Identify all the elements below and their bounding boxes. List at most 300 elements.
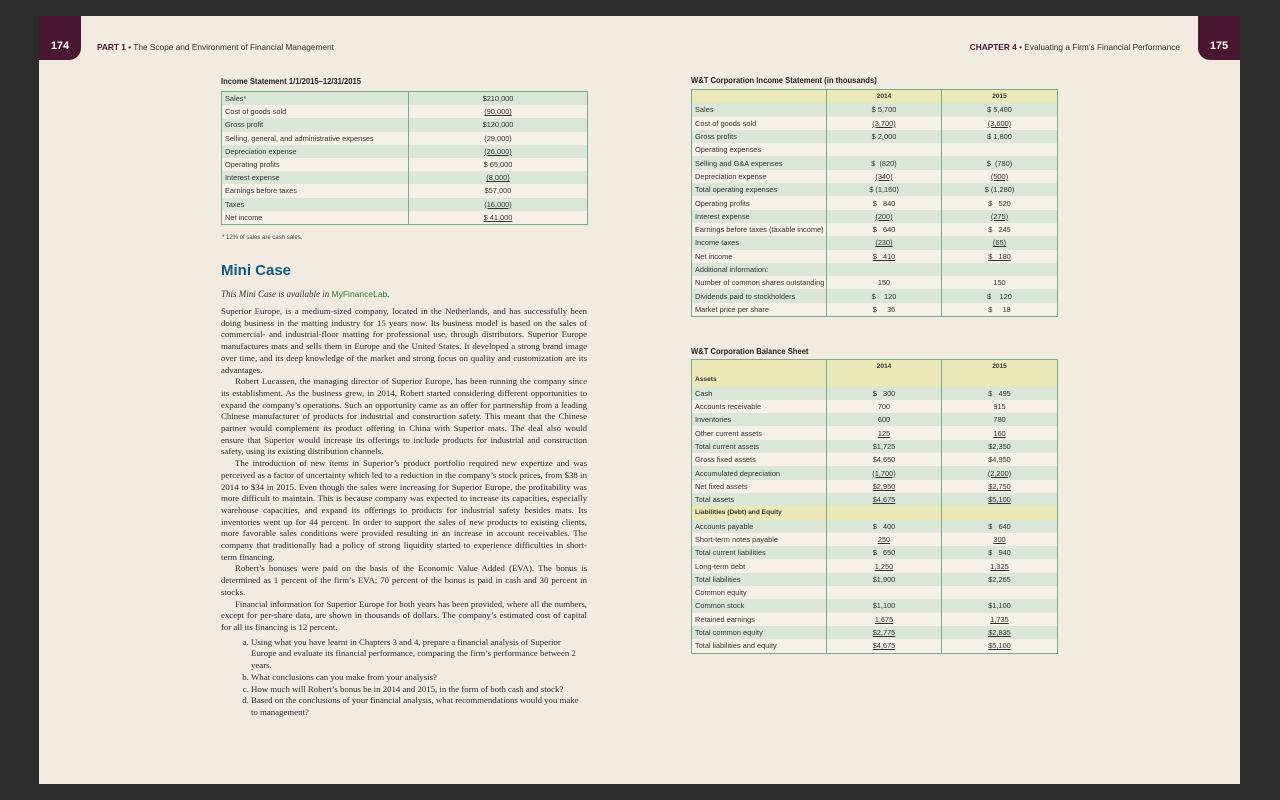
row-label bbox=[222, 211, 409, 225]
row-label-text: Accounts payable bbox=[695, 521, 754, 531]
table-row bbox=[692, 466, 1058, 479]
row-label-text: Total current liabilities bbox=[695, 548, 766, 558]
value-2014 bbox=[827, 223, 942, 236]
table-row bbox=[692, 117, 1058, 130]
table-row bbox=[692, 223, 1058, 236]
value-2015-text: $ (780) bbox=[986, 158, 1013, 168]
row-label-text: Operating profits bbox=[695, 198, 750, 208]
table-row bbox=[692, 103, 1058, 116]
value-2015 bbox=[942, 156, 1058, 169]
question-item: d. Based on the conclusions of your financial analysis, what recommendations would you make to management? bbox=[251, 695, 587, 718]
row-label-text: Dividends paid to stockholders bbox=[695, 291, 796, 301]
row-label-text: Total liabilities bbox=[695, 574, 741, 584]
row-value-text: (26,000) bbox=[484, 146, 512, 156]
column-header bbox=[942, 360, 1058, 374]
row-label bbox=[222, 158, 409, 171]
table-row bbox=[692, 250, 1058, 263]
table-row bbox=[692, 626, 1058, 639]
paragraph: Superior Europe, is a medium-sized company, located in the Netherlands, and has successfully been doing business in the matting industry for 15 years now. Its business model is based on the sales of commercial- and industrial-floor matting for professional use, through distributors. Superior Europe manufactures mats and sells them in Europe and the United States. It developed a strong brand image over time, and its deep knowledge of the market and strong focus on quality and customization are its advantages. bbox=[221, 306, 587, 375]
section-blank bbox=[942, 506, 1058, 519]
mini-case-body bbox=[221, 306, 587, 719]
table-row bbox=[692, 130, 1058, 143]
value-2014 bbox=[827, 210, 942, 223]
row-value-text: $57,000 bbox=[484, 186, 512, 196]
row-label bbox=[692, 183, 827, 196]
table-row bbox=[692, 210, 1058, 223]
table-row bbox=[692, 533, 1058, 546]
row-label bbox=[692, 196, 827, 209]
row-label bbox=[692, 573, 827, 586]
table-row bbox=[222, 92, 588, 106]
logo-my: My bbox=[331, 289, 343, 299]
value-2015 bbox=[942, 546, 1058, 559]
value-2015 bbox=[942, 387, 1058, 400]
value-2014 bbox=[827, 520, 942, 533]
table-row bbox=[692, 289, 1058, 302]
value-2015 bbox=[942, 599, 1058, 612]
row-label bbox=[692, 263, 827, 276]
value-2014 bbox=[827, 480, 942, 493]
row-label bbox=[692, 559, 827, 572]
section-label-text: Assets bbox=[695, 376, 717, 384]
value-2014 bbox=[827, 533, 942, 546]
row-label bbox=[692, 639, 827, 653]
running-head-right-text: Evaluating a Firm’s Financial Performance bbox=[1024, 42, 1180, 52]
row-label bbox=[692, 520, 827, 533]
wt-balance-title: W&T Corporation Balance Sheet bbox=[691, 346, 809, 356]
row-label-text: Depreciation expense bbox=[225, 146, 297, 156]
table-row bbox=[692, 156, 1058, 169]
row-label-text: Sales* bbox=[225, 94, 247, 104]
running-head-left: PART 1 • The Scope and Environment of Financial Management bbox=[97, 42, 334, 52]
value-2015-text: $2,835 bbox=[988, 628, 1011, 638]
table-row bbox=[692, 546, 1058, 559]
running-head-left-text: The Scope and Environment of Financial Management bbox=[133, 42, 334, 52]
row-value bbox=[409, 184, 588, 197]
row-label-text: Common equity bbox=[695, 588, 747, 598]
availability-suffix: . bbox=[387, 289, 390, 299]
value-2015 bbox=[942, 170, 1058, 183]
row-label bbox=[692, 117, 827, 130]
row-label bbox=[692, 156, 827, 169]
value-2015 bbox=[942, 183, 1058, 196]
value-2014 bbox=[827, 440, 942, 453]
row-value bbox=[409, 211, 588, 225]
row-label bbox=[692, 546, 827, 559]
value-2014-text: $ 410 bbox=[872, 251, 896, 261]
row-label bbox=[692, 626, 827, 639]
row-value-text: $ 65,000 bbox=[483, 160, 513, 170]
section-blank bbox=[827, 506, 942, 519]
row-label bbox=[222, 118, 409, 131]
value-2015-text: $ 520 bbox=[988, 198, 1011, 208]
value-2015 bbox=[942, 453, 1058, 466]
row-value-text: $ 41,000 bbox=[483, 212, 513, 222]
table-row bbox=[222, 145, 588, 158]
section-label bbox=[692, 506, 827, 519]
income-statement-table bbox=[221, 91, 588, 225]
value-2014-text: (1,700) bbox=[872, 468, 896, 478]
table-row bbox=[222, 171, 588, 184]
value-2014 bbox=[827, 413, 942, 426]
row-label-text: Short-term notes payable bbox=[695, 535, 778, 544]
value-2014-text: $ 650 bbox=[872, 548, 896, 558]
value-2014 bbox=[827, 586, 942, 599]
value-2015-text: $2,265 bbox=[988, 574, 1011, 584]
value-2014-text: 700 bbox=[877, 402, 891, 412]
row-label-text: Long-term debt bbox=[695, 561, 746, 571]
value-2015-text: (65) bbox=[992, 238, 1007, 248]
table-row bbox=[692, 440, 1058, 453]
section-blank bbox=[827, 373, 942, 386]
table-row bbox=[222, 158, 588, 171]
row-label-text: Total common equity bbox=[695, 628, 763, 638]
row-label-text: Interest expense bbox=[225, 173, 280, 183]
table-row bbox=[692, 143, 1058, 156]
logo-financelab: FinanceLab bbox=[342, 289, 388, 299]
value-2015-text: $4,950 bbox=[988, 455, 1011, 465]
table-row bbox=[692, 520, 1058, 533]
row-value bbox=[409, 132, 588, 145]
row-value-text: (90,000) bbox=[484, 107, 512, 117]
value-2015 bbox=[942, 236, 1058, 249]
table-row bbox=[692, 559, 1058, 572]
table-row bbox=[692, 453, 1058, 466]
wt-balance-table bbox=[691, 359, 1058, 654]
row-value-text: $210,000 bbox=[482, 94, 514, 104]
value-2015 bbox=[942, 466, 1058, 479]
table-row bbox=[692, 599, 1058, 612]
row-label bbox=[222, 132, 409, 145]
value-2014-text: $ 400 bbox=[872, 521, 896, 531]
value-2014 bbox=[827, 156, 942, 169]
value-2015 bbox=[942, 103, 1058, 116]
page-number-left: 174 bbox=[39, 16, 81, 60]
page-number-right: 175 bbox=[1198, 16, 1240, 60]
row-label bbox=[692, 250, 827, 263]
value-2014-text: $1,100 bbox=[872, 601, 896, 611]
row-label bbox=[222, 105, 409, 118]
value-2014-text: $ 2,000 bbox=[871, 132, 897, 142]
column-header-text: 2014 bbox=[876, 93, 892, 101]
value-2014 bbox=[827, 236, 942, 249]
value-2014-text: $ 300 bbox=[872, 388, 896, 398]
value-2015 bbox=[942, 289, 1058, 302]
section-label bbox=[692, 373, 827, 386]
row-label-text: Additional information: bbox=[695, 265, 769, 274]
row-value-text: (8,000) bbox=[486, 173, 510, 183]
value-2015-text: (275) bbox=[990, 211, 1009, 221]
value-2015 bbox=[942, 130, 1058, 143]
value-2014 bbox=[827, 493, 942, 506]
value-2015 bbox=[942, 426, 1058, 439]
value-2015-text: (3,600) bbox=[987, 118, 1012, 128]
table-row bbox=[692, 183, 1058, 196]
value-2015 bbox=[942, 586, 1058, 599]
row-label-text: Cash bbox=[695, 388, 713, 398]
value-2015-text: $ 940 bbox=[988, 548, 1011, 558]
row-label bbox=[692, 303, 827, 317]
row-value bbox=[409, 158, 588, 171]
value-2015-text: 1,325 bbox=[990, 561, 1009, 571]
row-label-text: Selling and G&A expenses bbox=[695, 158, 783, 168]
row-label bbox=[692, 493, 827, 506]
value-2014-text: $4,650 bbox=[872, 455, 896, 465]
question-item: a. Using what you have learnt in Chapters 3 and 4, prepare a financial analysis of Superior Europe and evaluate its financial performance, comparing the firm’s performance between 2 years. bbox=[251, 637, 587, 672]
value-2015-text: 300 bbox=[993, 535, 1006, 544]
value-2014-text: $2,950 bbox=[872, 481, 896, 491]
value-2014 bbox=[827, 276, 942, 289]
row-value-text: (29,000) bbox=[484, 133, 512, 143]
value-2015-text: $ 5,400 bbox=[987, 105, 1012, 115]
value-2014 bbox=[827, 599, 942, 612]
row-label bbox=[692, 130, 827, 143]
row-label bbox=[222, 198, 409, 211]
header-row bbox=[692, 90, 1058, 104]
value-2014 bbox=[827, 263, 942, 276]
row-label bbox=[692, 599, 827, 612]
value-2014-text: $ 640 bbox=[872, 225, 896, 235]
paragraph: Robert Lucassen, the managing director of Superior Europe, has been running the company since its establishment. As the business grew, in 2014, Robert started considering different opportunities to expand the company’s operations. Such an opportunity came as an offer for partnership from a leading Chinese manufacturer of products for industrial and construction safety. This meant that the Chinese partner would complement its product offering in China with Superior mats. The deal also would ensure that Superior would increase its offerings to include products for industrial and construction safety, using its existing distribution channels. bbox=[221, 376, 587, 457]
question-item: c. How much will Robert’s bonus be in 2014 and 2015, in the form of both cash and stock? bbox=[251, 684, 587, 696]
row-label-text: Total assets bbox=[695, 495, 735, 505]
row-label-text: Number of common shares outstanding bbox=[695, 278, 825, 288]
row-label-text: Retained earnings bbox=[695, 614, 755, 624]
value-2015-text: $1,100 bbox=[988, 601, 1011, 611]
value-2014 bbox=[827, 613, 942, 626]
header-blank bbox=[692, 90, 827, 104]
value-2015 bbox=[942, 263, 1058, 276]
row-value bbox=[409, 105, 588, 118]
section-row bbox=[692, 506, 1058, 519]
row-label bbox=[222, 171, 409, 184]
book-spread bbox=[39, 16, 1240, 784]
row-label bbox=[692, 533, 827, 546]
row-label bbox=[692, 413, 827, 426]
value-2015-text: $ 1,800 bbox=[987, 132, 1012, 142]
value-2014 bbox=[827, 453, 942, 466]
column-header-text: 2014 bbox=[876, 363, 892, 371]
row-label bbox=[222, 92, 409, 106]
row-label-text: Gross fixed assets bbox=[695, 455, 756, 465]
value-2015-text: 150 bbox=[993, 278, 1006, 288]
row-label bbox=[692, 586, 827, 599]
row-label bbox=[222, 184, 409, 197]
table-row bbox=[222, 184, 588, 197]
table-row bbox=[692, 639, 1058, 653]
value-2014-text: $ 120 bbox=[871, 291, 897, 301]
value-2014-text: 150 bbox=[877, 278, 891, 288]
value-2015-text: 915 bbox=[993, 402, 1006, 412]
row-label-text: Net income bbox=[225, 212, 263, 222]
row-label-text: Selling, general, and administrative expenses bbox=[225, 133, 374, 143]
value-2014-text: 250 bbox=[877, 535, 891, 544]
row-label-text: Earnings before taxes bbox=[225, 186, 297, 196]
table-row bbox=[692, 613, 1058, 626]
value-2014 bbox=[827, 183, 942, 196]
row-label bbox=[692, 170, 827, 183]
value-2014-text: 125 bbox=[877, 428, 891, 438]
value-2014-text: (200) bbox=[875, 211, 893, 221]
value-2014-text: 600 bbox=[877, 415, 891, 425]
value-2015-text: 160 bbox=[993, 428, 1006, 438]
wt-income-table bbox=[691, 89, 1058, 317]
paragraph: The introduction of new items in Superior’s product portfolio required new expertize and was perceived as a factor of uncertainty which led to a reduction in the company’s stock prices, from $38 in 2014 to $34 in 2015. Even though the sales were increasing for Superior Europe, the profitability was more difficult to maintain. This is because company was expected to increase its capacities, especially warehouse capacities, and expand its offerings to products for industrial safety besides mats. Its inventories went up for 44 percent. In order to support the sales of new products to existing clients, more favorable sales conditions were provided resulting in an increase in account receivables. The company that traditionally had a policy of strong liquidity started to experience difficulties in short-term financing. bbox=[221, 458, 587, 562]
value-2015-text: $5,100 bbox=[988, 495, 1011, 505]
value-2014 bbox=[827, 426, 942, 439]
value-2015 bbox=[942, 559, 1058, 572]
value-2015-text: $ 495 bbox=[988, 388, 1011, 398]
value-2015-text: (500) bbox=[990, 171, 1009, 181]
column-header bbox=[942, 90, 1058, 104]
column-header bbox=[827, 90, 942, 104]
value-2015 bbox=[942, 440, 1058, 453]
row-label bbox=[692, 426, 827, 439]
row-label-text: Depreciation expense bbox=[695, 171, 767, 181]
value-2014 bbox=[827, 559, 942, 572]
value-2015-text: $ (1,280) bbox=[984, 185, 1015, 195]
value-2014-text: $ 36 bbox=[872, 304, 896, 314]
running-head-right: CHAPTER 4 • Evaluating a Firm’s Financial Performance bbox=[969, 42, 1180, 52]
table-row bbox=[222, 132, 588, 145]
row-value bbox=[409, 92, 588, 106]
row-label bbox=[692, 613, 827, 626]
table-row bbox=[692, 387, 1058, 400]
column-header-text: 2015 bbox=[992, 93, 1007, 101]
value-2015-text: $ 640 bbox=[988, 521, 1011, 531]
value-2014 bbox=[827, 250, 942, 263]
table-row bbox=[692, 480, 1058, 493]
table-row bbox=[692, 493, 1058, 506]
value-2014-text: $4,675 bbox=[872, 641, 896, 651]
row-value bbox=[409, 171, 588, 184]
value-2014 bbox=[827, 573, 942, 586]
row-label bbox=[692, 103, 827, 116]
row-label-text: Total liabilities and equity bbox=[695, 641, 777, 651]
value-2015-text: $2,350 bbox=[988, 441, 1011, 451]
value-2014-text: $ 5,700 bbox=[871, 105, 897, 115]
value-2014 bbox=[827, 546, 942, 559]
table-row bbox=[692, 413, 1058, 426]
table-row bbox=[222, 198, 588, 211]
paragraph: Robert’s bonuses were paid on the basis of the Economic Value Added (EVA). The bonus is determined as 1 percent of the firm’s EVA; 70 percent of the bonus is paid in cash and 30 percent in stocks. bbox=[221, 563, 587, 597]
running-head-part: PART 1 bbox=[97, 42, 126, 52]
row-label-text: Cost of goods sold bbox=[225, 107, 287, 117]
table-row bbox=[692, 170, 1058, 183]
row-label bbox=[692, 440, 827, 453]
value-2014 bbox=[827, 387, 942, 400]
row-label-text: Market price per share bbox=[695, 304, 769, 314]
row-label-text: Cost of goods sold bbox=[695, 118, 757, 128]
value-2015 bbox=[942, 117, 1058, 130]
row-label-text: Operating expenses bbox=[695, 145, 762, 155]
paragraph: Financial information for Superior Europe for both years has been provided, where all the numbers, except for per-share data, are shown in thousands of dollars. The company’s estimated cost of capital for all its financing is 12 percent. bbox=[221, 598, 587, 632]
row-label-text: Net fixed assets bbox=[695, 481, 748, 491]
value-2015-text: $5,100 bbox=[988, 641, 1011, 651]
value-2015 bbox=[942, 223, 1058, 236]
row-label-text: Sales bbox=[695, 105, 714, 115]
value-2015 bbox=[942, 480, 1058, 493]
row-label-text: Operating profits bbox=[225, 160, 280, 170]
value-2014-text: $ 840 bbox=[872, 198, 896, 208]
row-label-text: Gross profit bbox=[225, 120, 264, 130]
value-2014-text: $2,775 bbox=[872, 628, 896, 638]
column-header-text: 2015 bbox=[992, 363, 1007, 371]
row-label bbox=[692, 223, 827, 236]
value-2014 bbox=[827, 626, 942, 639]
table-row bbox=[692, 276, 1058, 289]
value-2015-text: 780 bbox=[993, 415, 1006, 425]
value-2014-text: $4,675 bbox=[872, 495, 896, 505]
value-2014-text: $1,900 bbox=[872, 574, 896, 584]
row-label bbox=[692, 289, 827, 302]
section-label-text: Liabilities (Debt) and Equity bbox=[695, 509, 782, 517]
value-2014 bbox=[827, 400, 942, 413]
row-label-text: Income taxes bbox=[695, 238, 739, 248]
row-label-text: Earnings before taxes (taxable income) bbox=[695, 225, 824, 235]
row-label bbox=[692, 210, 827, 223]
running-head-chapter: CHAPTER 4 bbox=[969, 42, 1017, 52]
value-2015 bbox=[942, 493, 1058, 506]
section-blank bbox=[942, 373, 1058, 386]
value-2014 bbox=[827, 289, 942, 302]
row-label bbox=[692, 236, 827, 249]
value-2014-text: (3,700) bbox=[872, 118, 896, 128]
value-2014-text: 1,250 bbox=[874, 561, 894, 571]
table-row bbox=[692, 303, 1058, 317]
value-2015 bbox=[942, 400, 1058, 413]
value-2014 bbox=[827, 303, 942, 317]
value-2015-text: $ 120 bbox=[987, 291, 1012, 301]
question-item: b. What conclusions can you make from your analysis? bbox=[251, 672, 587, 684]
row-label-text: Interest expense bbox=[695, 211, 750, 221]
table-row bbox=[222, 105, 588, 118]
row-label bbox=[692, 143, 827, 156]
value-2015-text: $ 245 bbox=[988, 225, 1011, 235]
row-value bbox=[409, 145, 588, 158]
column-header bbox=[827, 360, 942, 374]
table-row bbox=[692, 400, 1058, 413]
value-2014 bbox=[827, 130, 942, 143]
value-2015 bbox=[942, 210, 1058, 223]
section-row bbox=[692, 373, 1058, 386]
value-2014 bbox=[827, 639, 942, 653]
row-label bbox=[692, 276, 827, 289]
table-row bbox=[692, 236, 1058, 249]
header-row bbox=[692, 360, 1058, 374]
value-2014 bbox=[827, 196, 942, 209]
mini-case-availability bbox=[221, 289, 390, 299]
value-2015 bbox=[942, 143, 1058, 156]
value-2015 bbox=[942, 573, 1058, 586]
question-list bbox=[221, 637, 587, 719]
row-label-text: Common stock bbox=[695, 601, 745, 611]
value-2015 bbox=[942, 250, 1058, 263]
value-2014-text: $ (1,160) bbox=[869, 185, 899, 195]
income-statement-title: Income Statement 1/1/2015–12/31/2015 bbox=[221, 76, 362, 86]
value-2015 bbox=[942, 303, 1058, 317]
availability-text: This Mini Case is available in bbox=[221, 289, 332, 299]
wt-income-title: W&T Corporation Income Statement (in thousands) bbox=[691, 75, 877, 85]
value-2014-text: $ (820) bbox=[871, 158, 897, 168]
table-row bbox=[692, 586, 1058, 599]
table-row bbox=[692, 196, 1058, 209]
value-2015 bbox=[942, 413, 1058, 426]
row-label bbox=[692, 400, 827, 413]
row-label-text: Accounts receivable bbox=[695, 402, 762, 412]
row-label-text: Net income bbox=[695, 251, 733, 261]
row-label bbox=[692, 453, 827, 466]
